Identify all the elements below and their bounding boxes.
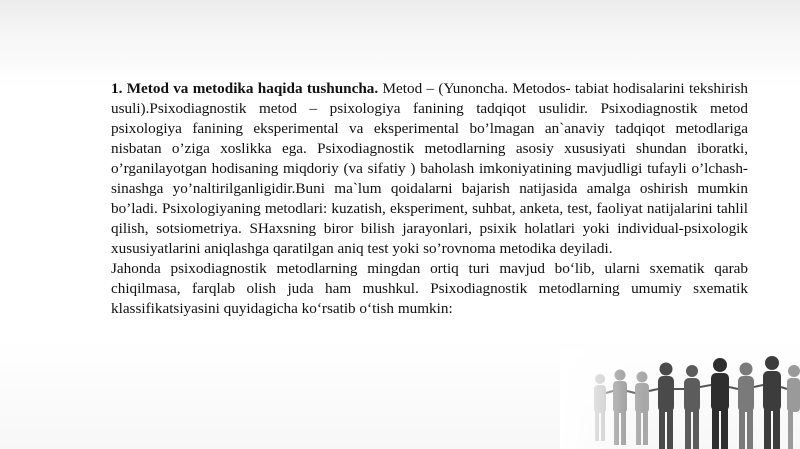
paragraph-classification: Jahonda psixodiagnostik metodlarning mingdan ortiq turi mavjud bo‘lib, ularni sxematik qarab chiqilmasa, farqlab olish juda ham mushkul. Psixodiagnostik metodlarning umumiy sxematik klassifikatsiyasini quyidagicha ko‘rsatib o‘tish mumkin: (111, 260, 748, 317)
image-fade-overlay (560, 349, 800, 449)
section-heading: 1. Metod va metodika haqida tushuncha. (111, 80, 379, 97)
paragraph-definition (111, 79, 748, 259)
business-people-image (560, 349, 800, 449)
slide-header-band (0, 0, 800, 70)
paragraph-definition-body: Metod – (Yunoncha. Metodos- tabiat hodisalarini tekshirish usuli).Psixodiagnostik metod – psixologiya fanining tadqiqot usulidir. Psixodiagnostik metod psixologiya fanining eksperimental va eksperimental bo’lmagan an`anaviy tadqiqot metodlariga nisbatan o’ziga xoslikka ega. Psixodiagnostik metodlarning asosiy xususiyati shundan iboratki, o’rganilayotgan hodisaning miqdoriy (va sifatiy ) baholash imkoniyatining mavjudligi tufayli o’lchash-sinashga yo’naltirilganligidir.Buni ma`lum qoidalarni bajarish natijasida amalga oshirish mumkin bo’ladi. Psixologiyaning metodlari: kuzatish, eksperiment, suhbat, anketa, test, faoliyat natijalarini tahlil qilish, sotsiometriya. SHaxsning biror bilish jarayonlari, psixik holatlari yoki individual-psixologik xususiyatlarini aniqlashga qaratilgan aniq test yoki so’rovnoma metodika deyiladi. (111, 80, 748, 257)
slide-text (111, 79, 748, 319)
